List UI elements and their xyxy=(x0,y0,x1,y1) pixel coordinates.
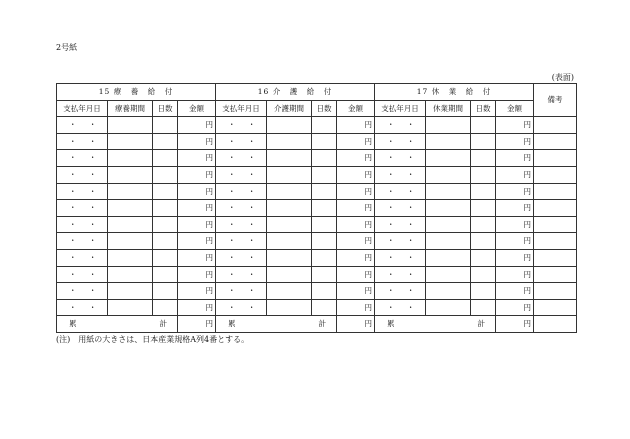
amount-cell[interactable]: 円 xyxy=(178,166,216,183)
table-row xyxy=(57,200,577,217)
remarks-cell[interactable] xyxy=(534,233,577,250)
payment-date-cell[interactable]: ・ ・ xyxy=(57,150,108,167)
days-cell[interactable] xyxy=(153,216,178,233)
days-cell[interactable] xyxy=(471,133,496,150)
amount-cell[interactable]: 円 xyxy=(337,249,375,266)
amount-cell[interactable]: 円 xyxy=(178,117,216,134)
payment-date-cell[interactable]: ・ ・ xyxy=(57,117,108,134)
col-header-date: 支払年月日 xyxy=(375,100,426,117)
benefit-payment-table xyxy=(56,83,577,333)
period-cell[interactable] xyxy=(267,117,312,134)
days-cell[interactable] xyxy=(471,183,496,200)
total-row xyxy=(57,316,577,333)
amount-cell[interactable]: 円 xyxy=(178,150,216,167)
period-cell[interactable] xyxy=(426,249,471,266)
remarks-cell[interactable] xyxy=(534,117,577,134)
period-cell[interactable] xyxy=(108,299,153,316)
days-cell[interactable] xyxy=(312,200,337,217)
amount-cell[interactable]: 円 xyxy=(337,183,375,200)
amount-cell[interactable]: 円 xyxy=(337,200,375,217)
days-cell[interactable] xyxy=(471,166,496,183)
total-amount-cell: 円 xyxy=(496,316,534,333)
days-cell[interactable] xyxy=(312,183,337,200)
col-header-amount: 金額 xyxy=(337,100,375,117)
period-cell[interactable] xyxy=(108,183,153,200)
period-cell[interactable] xyxy=(267,233,312,250)
payment-date-cell[interactable]: ・ ・ xyxy=(216,133,267,150)
amount-cell[interactable]: 円 xyxy=(337,117,375,134)
amount-cell[interactable]: 円 xyxy=(496,166,534,183)
col-header-days: 日数 xyxy=(471,100,496,117)
payment-date-cell[interactable]: ・ ・ xyxy=(216,249,267,266)
period-cell[interactable] xyxy=(108,150,153,167)
amount-cell[interactable]: 円 xyxy=(178,200,216,217)
period-cell[interactable] xyxy=(267,216,312,233)
form-number: 2号紙 xyxy=(56,43,78,52)
remarks-cell xyxy=(534,316,577,333)
payment-date-cell[interactable]: ・ ・ xyxy=(57,200,108,217)
amount-cell[interactable]: 円 xyxy=(496,249,534,266)
remarks-cell[interactable] xyxy=(534,249,577,266)
amount-cell[interactable]: 円 xyxy=(496,216,534,233)
days-cell[interactable] xyxy=(153,117,178,134)
days-cell[interactable] xyxy=(471,299,496,316)
amount-cell[interactable]: 円 xyxy=(337,299,375,316)
period-cell[interactable] xyxy=(426,233,471,250)
col-header-days: 日数 xyxy=(312,100,337,117)
days-cell[interactable] xyxy=(471,283,496,300)
days-cell[interactable] xyxy=(471,150,496,167)
period-cell[interactable] xyxy=(108,133,153,150)
payment-date-cell[interactable]: ・ ・ xyxy=(57,249,108,266)
period-cell[interactable] xyxy=(108,216,153,233)
remarks-cell[interactable] xyxy=(534,150,577,167)
period-cell[interactable] xyxy=(426,299,471,316)
days-cell[interactable] xyxy=(153,183,178,200)
remarks-cell[interactable] xyxy=(534,283,577,300)
payment-date-cell[interactable]: ・ ・ xyxy=(57,216,108,233)
period-cell[interactable] xyxy=(426,283,471,300)
payment-date-cell[interactable]: ・ ・ xyxy=(375,200,426,217)
days-cell[interactable] xyxy=(471,266,496,283)
total-amount-cell: 円 xyxy=(178,316,216,333)
period-cell[interactable] xyxy=(426,183,471,200)
amount-cell[interactable]: 円 xyxy=(337,216,375,233)
col-header-amount: 金額 xyxy=(178,100,216,117)
amount-cell[interactable]: 円 xyxy=(178,233,216,250)
payment-date-cell[interactable]: ・ ・ xyxy=(216,166,267,183)
amount-cell[interactable]: 円 xyxy=(178,133,216,150)
amount-cell[interactable]: 円 xyxy=(496,233,534,250)
group-header-row xyxy=(57,84,577,101)
payment-date-cell[interactable]: ・ ・ xyxy=(216,150,267,167)
days-cell[interactable] xyxy=(153,266,178,283)
days-cell[interactable] xyxy=(312,233,337,250)
days-cell[interactable] xyxy=(471,233,496,250)
col-header-date: 支払年月日 xyxy=(57,100,108,117)
col-header-period: 休業期間 xyxy=(426,100,471,117)
period-cell[interactable] xyxy=(426,150,471,167)
period-cell[interactable] xyxy=(426,200,471,217)
days-cell[interactable] xyxy=(312,216,337,233)
payment-date-cell[interactable]: ・ ・ xyxy=(57,183,108,200)
remarks-cell[interactable] xyxy=(534,266,577,283)
days-cell[interactable] xyxy=(312,299,337,316)
amount-cell[interactable]: 円 xyxy=(178,183,216,200)
payment-date-cell[interactable]: ・ ・ xyxy=(375,299,426,316)
days-cell[interactable] xyxy=(312,117,337,134)
period-cell[interactable] xyxy=(108,283,153,300)
col-header-period: 療養期間 xyxy=(108,100,153,117)
table-row xyxy=(57,249,577,266)
amount-cell[interactable]: 円 xyxy=(496,283,534,300)
table-row xyxy=(57,283,577,300)
payment-date-cell[interactable]: ・ ・ xyxy=(375,266,426,283)
days-cell[interactable] xyxy=(153,133,178,150)
amount-cell[interactable]: 円 xyxy=(496,183,534,200)
period-cell[interactable] xyxy=(108,200,153,217)
period-cell[interactable] xyxy=(267,133,312,150)
table-row xyxy=(57,150,577,167)
period-cell[interactable] xyxy=(108,233,153,250)
table-row xyxy=(57,299,577,316)
group-header-ryoyo: 15 療 養 給 付 xyxy=(57,84,216,101)
payment-date-cell[interactable]: ・ ・ xyxy=(57,166,108,183)
days-cell[interactable] xyxy=(471,249,496,266)
period-cell[interactable] xyxy=(108,266,153,283)
days-cell[interactable] xyxy=(471,117,496,134)
days-cell[interactable] xyxy=(312,133,337,150)
remarks-cell[interactable] xyxy=(534,200,577,217)
payment-date-cell[interactable]: ・ ・ xyxy=(57,266,108,283)
table-row xyxy=(57,166,577,183)
payment-date-cell[interactable]: ・ ・ xyxy=(375,249,426,266)
total-label-kyugyo: 累 計 xyxy=(375,316,496,333)
period-cell[interactable] xyxy=(267,200,312,217)
days-cell[interactable] xyxy=(153,166,178,183)
days-cell[interactable] xyxy=(153,150,178,167)
payment-date-cell[interactable]: ・ ・ xyxy=(216,183,267,200)
total-label-ryoyo: 累 計 xyxy=(57,316,178,333)
period-cell[interactable] xyxy=(426,133,471,150)
payment-date-cell[interactable]: ・ ・ xyxy=(375,166,426,183)
table-row xyxy=(57,183,577,200)
payment-date-cell[interactable]: ・ ・ xyxy=(375,283,426,300)
payment-date-cell[interactable]: ・ ・ xyxy=(216,299,267,316)
amount-cell[interactable]: 円 xyxy=(496,299,534,316)
period-cell[interactable] xyxy=(267,299,312,316)
amount-cell[interactable]: 円 xyxy=(496,117,534,134)
payment-date-cell[interactable]: ・ ・ xyxy=(57,233,108,250)
days-cell[interactable] xyxy=(153,299,178,316)
amount-cell[interactable]: 円 xyxy=(496,266,534,283)
table-row xyxy=(57,266,577,283)
days-cell[interactable] xyxy=(312,283,337,300)
period-cell[interactable] xyxy=(267,150,312,167)
remarks-header: 備考 xyxy=(534,84,577,117)
remarks-cell[interactable] xyxy=(534,133,577,150)
payment-date-cell[interactable]: ・ ・ xyxy=(216,200,267,217)
payment-date-cell[interactable]: ・ ・ xyxy=(216,117,267,134)
amount-cell[interactable]: 円 xyxy=(178,216,216,233)
amount-cell[interactable]: 円 xyxy=(178,249,216,266)
days-cell[interactable] xyxy=(471,200,496,217)
group-header-kyugyo: 17 休 業 給 付 xyxy=(375,84,534,101)
days-cell[interactable] xyxy=(312,150,337,167)
period-cell[interactable] xyxy=(267,183,312,200)
days-cell[interactable] xyxy=(153,283,178,300)
payment-date-cell[interactable]: ・ ・ xyxy=(216,283,267,300)
period-cell[interactable] xyxy=(426,117,471,134)
payment-date-cell[interactable]: ・ ・ xyxy=(375,216,426,233)
payment-date-cell[interactable]: ・ ・ xyxy=(216,266,267,283)
total-label-kaigo: 累 計 xyxy=(216,316,337,333)
table-row xyxy=(57,133,577,150)
col-header-period: 介護期間 xyxy=(267,100,312,117)
payment-date-cell[interactable]: ・ ・ xyxy=(57,299,108,316)
payment-date-cell[interactable]: ・ ・ xyxy=(375,183,426,200)
col-header-date: 支払年月日 xyxy=(216,100,267,117)
period-cell[interactable] xyxy=(108,117,153,134)
days-cell[interactable] xyxy=(153,233,178,250)
period-cell[interactable] xyxy=(426,216,471,233)
amount-cell[interactable]: 円 xyxy=(496,133,534,150)
period-cell[interactable] xyxy=(426,266,471,283)
paper-size-note: (注) 用紙の大きさは、日本産業規格A列4番とする。 xyxy=(56,335,250,344)
period-cell[interactable] xyxy=(267,249,312,266)
payment-date-cell[interactable]: ・ ・ xyxy=(216,233,267,250)
period-cell[interactable] xyxy=(108,166,153,183)
days-cell[interactable] xyxy=(153,200,178,217)
period-cell[interactable] xyxy=(267,166,312,183)
amount-cell[interactable]: 円 xyxy=(496,200,534,217)
remarks-cell[interactable] xyxy=(534,299,577,316)
table-row xyxy=(57,216,577,233)
payment-date-cell[interactable]: ・ ・ xyxy=(57,133,108,150)
period-cell[interactable] xyxy=(267,266,312,283)
amount-cell[interactable]: 円 xyxy=(337,166,375,183)
payment-date-cell[interactable]: ・ ・ xyxy=(216,216,267,233)
amount-cell[interactable]: 円 xyxy=(337,283,375,300)
days-cell[interactable] xyxy=(312,166,337,183)
remarks-cell[interactable] xyxy=(534,166,577,183)
remarks-cell[interactable] xyxy=(534,183,577,200)
payment-date-cell[interactable]: ・ ・ xyxy=(375,150,426,167)
amount-cell[interactable]: 円 xyxy=(178,299,216,316)
amount-cell[interactable]: 円 xyxy=(337,233,375,250)
period-cell[interactable] xyxy=(426,166,471,183)
payment-date-cell[interactable]: ・ ・ xyxy=(375,133,426,150)
total-amount-cell: 円 xyxy=(337,316,375,333)
days-cell[interactable] xyxy=(312,249,337,266)
col-header-days: 日数 xyxy=(153,100,178,117)
amount-cell[interactable]: 円 xyxy=(337,266,375,283)
period-cell[interactable] xyxy=(267,283,312,300)
period-cell[interactable] xyxy=(108,249,153,266)
days-cell[interactable] xyxy=(471,216,496,233)
amount-cell[interactable]: 円 xyxy=(337,150,375,167)
days-cell[interactable] xyxy=(312,266,337,283)
group-header-kaigo: 16 介 護 給 付 xyxy=(216,84,375,101)
column-header-row xyxy=(57,100,577,117)
amount-cell[interactable]: 円 xyxy=(178,283,216,300)
table-row xyxy=(57,233,577,250)
remarks-cell[interactable] xyxy=(534,216,577,233)
payment-date-cell[interactable]: ・ ・ xyxy=(57,283,108,300)
amount-cell[interactable]: 円 xyxy=(178,266,216,283)
table-row xyxy=(57,117,577,134)
days-cell[interactable] xyxy=(153,249,178,266)
amount-cell[interactable]: 円 xyxy=(337,133,375,150)
col-header-amount: 金額 xyxy=(496,100,534,117)
side-label: (表面) xyxy=(551,73,574,82)
payment-date-cell[interactable]: ・ ・ xyxy=(375,117,426,134)
amount-cell[interactable]: 円 xyxy=(496,150,534,167)
payment-date-cell[interactable]: ・ ・ xyxy=(375,233,426,250)
